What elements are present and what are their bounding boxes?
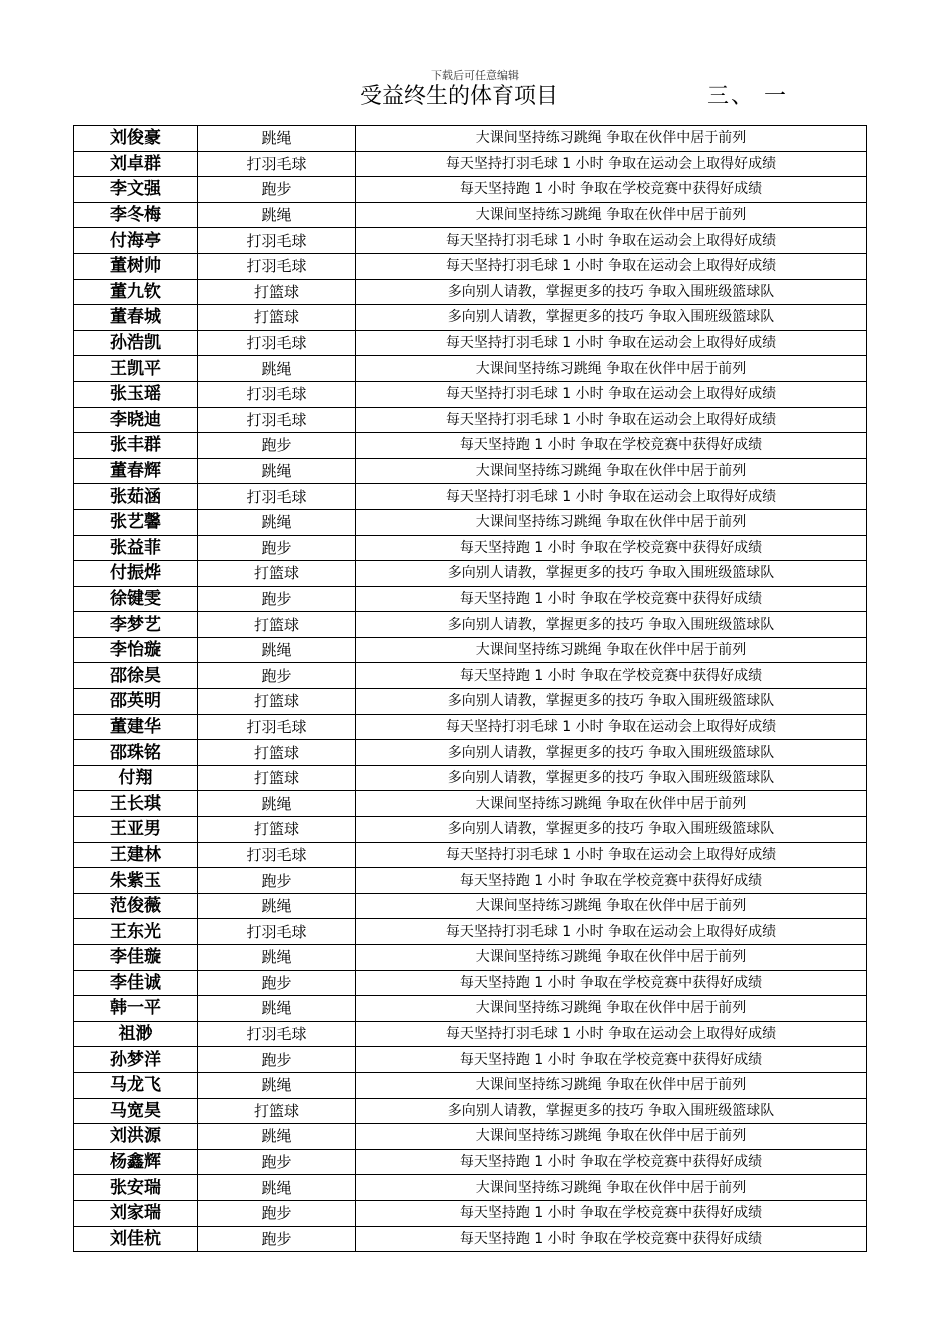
sport-cell: 打篮球 <box>198 279 356 305</box>
table-row <box>74 151 867 177</box>
student-name-cell: 王东光 <box>74 919 198 945</box>
table-row <box>74 253 867 279</box>
sport-cell: 跳绳 <box>198 791 356 817</box>
goal-cell: 多向别人请教，掌握更多的技巧 争取入围班级篮球队 <box>356 305 867 331</box>
sport-cell: 打篮球 <box>198 765 356 791</box>
goal-cell: 大课间坚持练习跳绳 争取在伙伴中居于前列 <box>356 126 867 152</box>
goal-cell: 每天坚持打羽毛球 1 小时 争取在运动会上取得好成绩 <box>356 1021 867 1047</box>
sport-cell: 跑步 <box>198 177 356 203</box>
goal-cell: 每天坚持跑 1 小时 争取在学校竞赛中获得好成绩 <box>356 1047 867 1073</box>
student-name-cell: 董春辉 <box>74 458 198 484</box>
sport-cell: 打篮球 <box>198 1098 356 1124</box>
sport-cell: 跳绳 <box>198 1072 356 1098</box>
student-name-cell: 王亚男 <box>74 817 198 843</box>
goal-cell: 大课间坚持练习跳绳 争取在伙伴中居于前列 <box>356 945 867 971</box>
student-name-cell: 邵珠铭 <box>74 740 198 766</box>
goal-cell: 大课间坚持练习跳绳 争取在伙伴中居于前列 <box>356 893 867 919</box>
table-row <box>74 945 867 971</box>
student-name-cell: 祖渺 <box>74 1021 198 1047</box>
sport-cell: 打羽毛球 <box>198 842 356 868</box>
student-name-cell: 张丰群 <box>74 433 198 459</box>
sport-cell: 跳绳 <box>198 509 356 535</box>
student-name-cell: 韩一平 <box>74 996 198 1022</box>
sport-cell: 跳绳 <box>198 126 356 152</box>
goal-cell: 大课间坚持练习跳绳 争取在伙伴中居于前列 <box>356 458 867 484</box>
table-row <box>74 561 867 587</box>
sport-cell: 跳绳 <box>198 893 356 919</box>
sport-cell: 跑步 <box>198 1047 356 1073</box>
table-row <box>74 509 867 535</box>
table-row <box>74 817 867 843</box>
sport-cell: 打羽毛球 <box>198 714 356 740</box>
table-row <box>74 1072 867 1098</box>
table-row <box>74 740 867 766</box>
table-row <box>74 714 867 740</box>
student-name-cell: 张玉瑶 <box>74 381 198 407</box>
student-name-cell: 马龙飞 <box>74 1072 198 1098</box>
table-row <box>74 1226 867 1252</box>
goal-cell: 多向别人请教，掌握更多的技巧 争取入围班级篮球队 <box>356 1098 867 1124</box>
goal-cell: 多向别人请教，掌握更多的技巧 争取入围班级篮球队 <box>356 561 867 587</box>
page-title: 受益终生的体育项目 <box>360 84 559 109</box>
student-name-cell: 李冬梅 <box>74 202 198 228</box>
student-name-cell: 付振烨 <box>74 561 198 587</box>
table-row <box>74 868 867 894</box>
sport-cell: 打篮球 <box>198 817 356 843</box>
sport-cell: 跳绳 <box>198 458 356 484</box>
goal-cell: 每天坚持打羽毛球 1 小时 争取在运动会上取得好成绩 <box>356 253 867 279</box>
table-row <box>74 381 867 407</box>
student-name-cell: 李文强 <box>74 177 198 203</box>
goal-cell: 大课间坚持练习跳绳 争取在伙伴中居于前列 <box>356 356 867 382</box>
sport-cell: 跳绳 <box>198 356 356 382</box>
goal-cell: 大课间坚持练习跳绳 争取在伙伴中居于前列 <box>356 509 867 535</box>
goal-cell: 每天坚持打羽毛球 1 小时 争取在运动会上取得好成绩 <box>356 228 867 254</box>
sport-cell: 跳绳 <box>198 1124 356 1150</box>
student-name-cell: 刘卓群 <box>74 151 198 177</box>
table-row <box>74 919 867 945</box>
sport-cell: 跑步 <box>198 1200 356 1226</box>
table-row <box>74 893 867 919</box>
table-row <box>74 1047 867 1073</box>
goal-cell: 每天坚持跑 1 小时 争取在学校竞赛中获得好成绩 <box>356 1149 867 1175</box>
goal-cell: 每天坚持跑 1 小时 争取在学校竞赛中获得好成绩 <box>356 1200 867 1226</box>
student-name-cell: 李佳璇 <box>74 945 198 971</box>
table-row <box>74 586 867 612</box>
table-row <box>74 228 867 254</box>
goal-cell: 每天坚持跑 1 小时 争取在学校竞赛中获得好成绩 <box>356 868 867 894</box>
sport-cell: 打羽毛球 <box>198 253 356 279</box>
goal-cell: 每天坚持打羽毛球 1 小时 争取在运动会上取得好成绩 <box>356 842 867 868</box>
sport-cell: 跳绳 <box>198 996 356 1022</box>
goal-cell: 每天坚持打羽毛球 1 小时 争取在运动会上取得好成绩 <box>356 407 867 433</box>
goal-cell: 每天坚持打羽毛球 1 小时 争取在运动会上取得好成绩 <box>356 381 867 407</box>
goal-cell: 每天坚持打羽毛球 1 小时 争取在运动会上取得好成绩 <box>356 714 867 740</box>
sport-cell: 跑步 <box>198 433 356 459</box>
goal-cell: 每天坚持打羽毛球 1 小时 争取在运动会上取得好成绩 <box>356 484 867 510</box>
sport-cell: 跑步 <box>198 586 356 612</box>
table-row <box>74 1098 867 1124</box>
table-row <box>74 1200 867 1226</box>
table-row <box>74 535 867 561</box>
student-name-cell: 董建华 <box>74 714 198 740</box>
table-row <box>74 177 867 203</box>
table-row <box>74 330 867 356</box>
sport-cell: 打篮球 <box>198 305 356 331</box>
table-row <box>74 202 867 228</box>
student-name-cell: 邵英明 <box>74 689 198 715</box>
table-row <box>74 305 867 331</box>
sport-cell: 打羽毛球 <box>198 151 356 177</box>
table-row <box>74 765 867 791</box>
goal-cell: 多向别人请教，掌握更多的技巧 争取入围班级篮球队 <box>356 765 867 791</box>
table-row <box>74 612 867 638</box>
sport-cell: 跳绳 <box>198 202 356 228</box>
table-row <box>74 1124 867 1150</box>
goal-cell: 每天坚持跑 1 小时 争取在学校竞赛中获得好成绩 <box>356 663 867 689</box>
table-row <box>74 126 867 152</box>
table-row <box>74 970 867 996</box>
goal-cell: 多向别人请教，掌握更多的技巧 争取入围班级篮球队 <box>356 279 867 305</box>
student-name-cell: 王凯平 <box>74 356 198 382</box>
goal-cell: 大课间坚持练习跳绳 争取在伙伴中居于前列 <box>356 1072 867 1098</box>
sport-cell: 跑步 <box>198 535 356 561</box>
student-name-cell: 杨鑫辉 <box>74 1149 198 1175</box>
student-name-cell: 马宽昊 <box>74 1098 198 1124</box>
sport-cell: 跳绳 <box>198 945 356 971</box>
student-name-cell: 张茹涵 <box>74 484 198 510</box>
table-row <box>74 484 867 510</box>
student-name-cell: 李怡璇 <box>74 637 198 663</box>
goal-cell: 多向别人请教，掌握更多的技巧 争取入围班级篮球队 <box>356 612 867 638</box>
student-name-cell: 孙浩凯 <box>74 330 198 356</box>
sport-cell: 打羽毛球 <box>198 330 356 356</box>
sport-cell: 跳绳 <box>198 637 356 663</box>
student-name-cell: 刘俊豪 <box>74 126 198 152</box>
sport-cell: 打篮球 <box>198 740 356 766</box>
sport-cell: 打羽毛球 <box>198 407 356 433</box>
student-name-cell: 董九钦 <box>74 279 198 305</box>
sport-cell: 打篮球 <box>198 612 356 638</box>
goal-cell: 每天坚持跑 1 小时 争取在学校竞赛中获得好成绩 <box>356 433 867 459</box>
table-row <box>74 407 867 433</box>
student-name-cell: 李佳诚 <box>74 970 198 996</box>
student-name-cell: 董春城 <box>74 305 198 331</box>
sports-roster-table <box>73 125 867 1252</box>
student-name-cell: 朱紫玉 <box>74 868 198 894</box>
table-row <box>74 1175 867 1201</box>
sport-cell: 打篮球 <box>198 689 356 715</box>
table-row <box>74 433 867 459</box>
goal-cell: 每天坚持打羽毛球 1 小时 争取在运动会上取得好成绩 <box>356 919 867 945</box>
goal-cell: 每天坚持跑 1 小时 争取在学校竞赛中获得好成绩 <box>356 970 867 996</box>
student-name-cell: 李晓迪 <box>74 407 198 433</box>
sport-cell: 跑步 <box>198 868 356 894</box>
sport-cell: 跑步 <box>198 1149 356 1175</box>
student-name-cell: 张益菲 <box>74 535 198 561</box>
table-row <box>74 791 867 817</box>
goal-cell: 每天坚持跑 1 小时 争取在学校竞赛中获得好成绩 <box>356 586 867 612</box>
student-name-cell: 刘洪源 <box>74 1124 198 1150</box>
goal-cell: 大课间坚持练习跳绳 争取在伙伴中居于前列 <box>356 1124 867 1150</box>
student-name-cell: 邵徐昊 <box>74 663 198 689</box>
student-name-cell: 孙梦洋 <box>74 1047 198 1073</box>
table-row <box>74 663 867 689</box>
sport-cell: 跑步 <box>198 970 356 996</box>
table-row <box>74 1149 867 1175</box>
sport-cell: 打篮球 <box>198 561 356 587</box>
table-row <box>74 458 867 484</box>
student-name-cell: 范俊薇 <box>74 893 198 919</box>
student-name-cell: 刘家瑞 <box>74 1200 198 1226</box>
goal-cell: 大课间坚持练习跳绳 争取在伙伴中居于前列 <box>356 791 867 817</box>
sport-cell: 打羽毛球 <box>198 381 356 407</box>
student-name-cell: 李梦艺 <box>74 612 198 638</box>
class-label: 三、 一 <box>707 84 788 109</box>
sport-cell: 打羽毛球 <box>198 228 356 254</box>
sport-cell: 跑步 <box>198 663 356 689</box>
student-name-cell: 董树帅 <box>74 253 198 279</box>
goal-cell: 大课间坚持练习跳绳 争取在伙伴中居于前列 <box>356 202 867 228</box>
goal-cell: 多向别人请教，掌握更多的技巧 争取入围班级篮球队 <box>356 689 867 715</box>
student-name-cell: 刘佳杭 <box>74 1226 198 1252</box>
sport-cell: 打羽毛球 <box>198 484 356 510</box>
student-name-cell: 张安瑞 <box>74 1175 198 1201</box>
sport-cell: 跑步 <box>198 1226 356 1252</box>
table-row <box>74 689 867 715</box>
student-name-cell: 徐键雯 <box>74 586 198 612</box>
goal-cell: 每天坚持打羽毛球 1 小时 争取在运动会上取得好成绩 <box>356 151 867 177</box>
table-row <box>74 637 867 663</box>
student-name-cell: 王建林 <box>74 842 198 868</box>
goal-cell: 大课间坚持练习跳绳 争取在伙伴中居于前列 <box>356 1175 867 1201</box>
table-row <box>74 842 867 868</box>
goal-cell: 每天坚持跑 1 小时 争取在学校竞赛中获得好成绩 <box>356 1226 867 1252</box>
goal-cell: 每天坚持跑 1 小时 争取在学校竞赛中获得好成绩 <box>356 177 867 203</box>
goal-cell: 多向别人请教，掌握更多的技巧 争取入围班级篮球队 <box>356 740 867 766</box>
goal-cell: 大课间坚持练习跳绳 争取在伙伴中居于前列 <box>356 637 867 663</box>
goal-cell: 大课间坚持练习跳绳 争取在伙伴中居于前列 <box>356 996 867 1022</box>
sport-cell: 打羽毛球 <box>198 1021 356 1047</box>
goal-cell: 每天坚持跑 1 小时 争取在学校竞赛中获得好成绩 <box>356 535 867 561</box>
table-row <box>74 279 867 305</box>
table-row <box>74 996 867 1022</box>
student-name-cell: 付海亭 <box>74 228 198 254</box>
student-name-cell: 王长琪 <box>74 791 198 817</box>
roster-body <box>74 126 867 1252</box>
student-name-cell: 张艺馨 <box>74 509 198 535</box>
table-row <box>74 1021 867 1047</box>
sport-cell: 打羽毛球 <box>198 919 356 945</box>
student-name-cell: 付翔 <box>74 765 198 791</box>
goal-cell: 每天坚持打羽毛球 1 小时 争取在运动会上取得好成绩 <box>356 330 867 356</box>
goal-cell: 多向别人请教，掌握更多的技巧 争取入围班级篮球队 <box>356 817 867 843</box>
sport-cell: 跳绳 <box>198 1175 356 1201</box>
watermark-text: 下载后可任意编辑 <box>431 69 519 82</box>
table-row <box>74 356 867 382</box>
